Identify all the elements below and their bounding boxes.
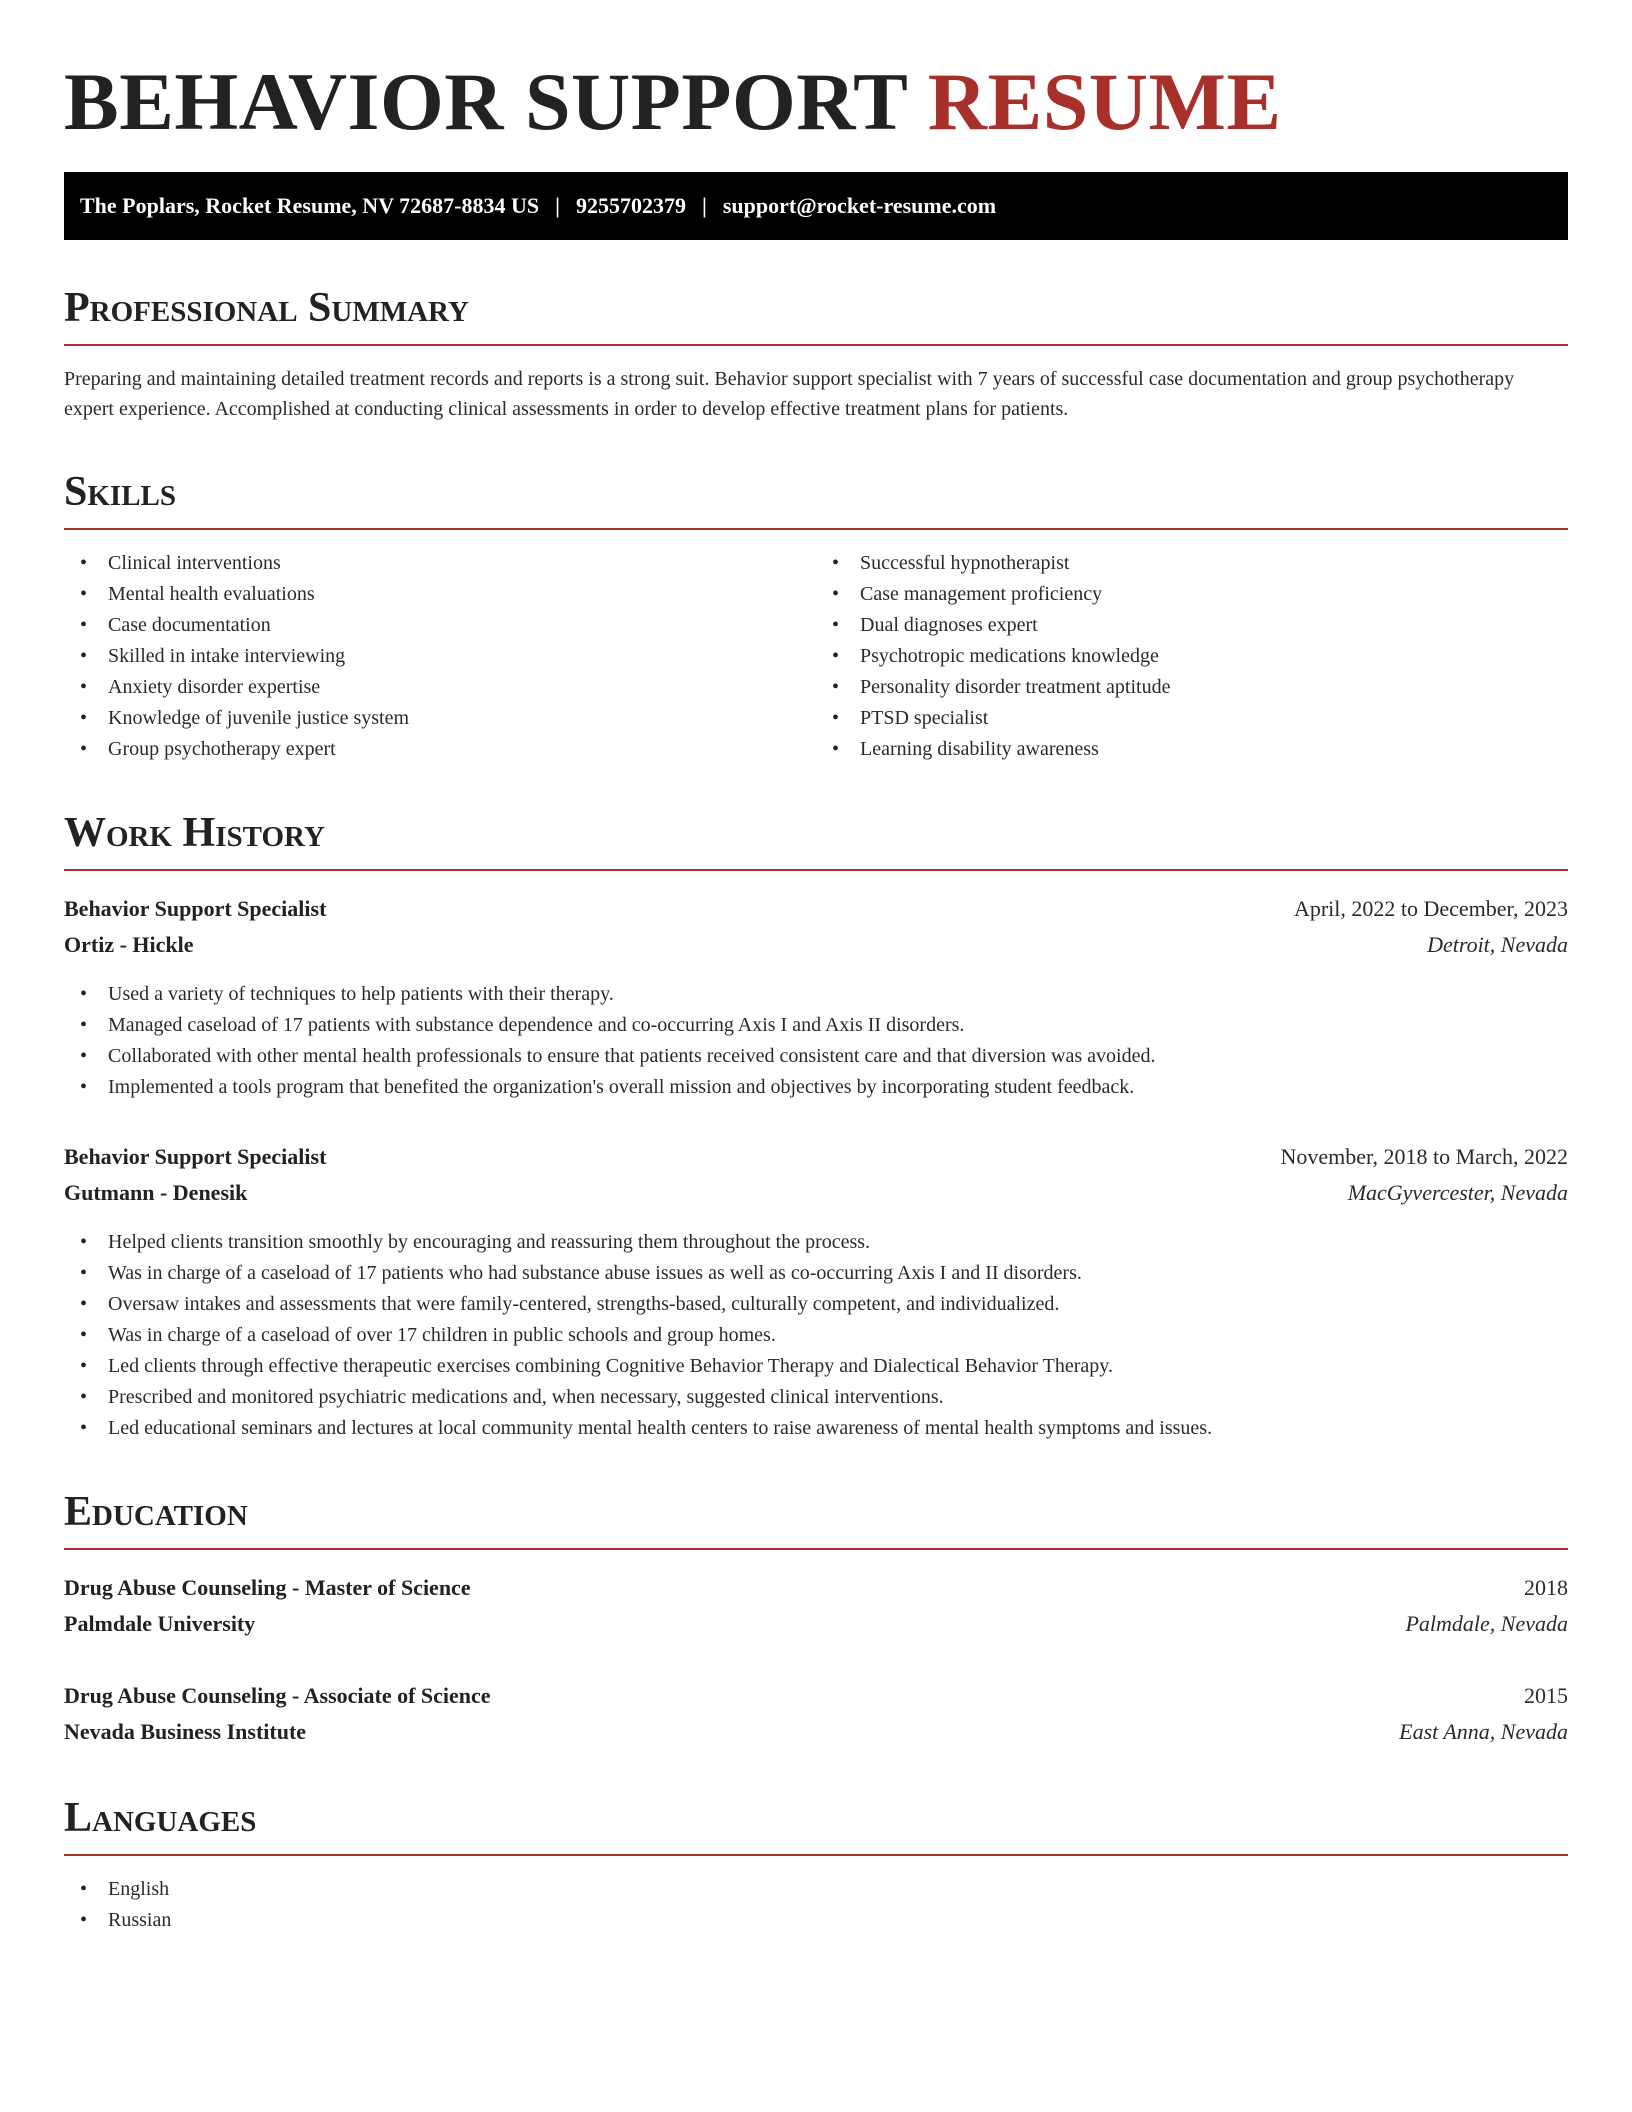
job-entry [64, 891, 1568, 1103]
skill-item: • Case management proficiency [816, 579, 1568, 610]
education-entry [64, 1570, 1568, 1642]
job-bullet: • Implemented a tools program that benefited the organization's overall mission and objectives by incorporating student feedback. [64, 1072, 1568, 1103]
skill-item: • Psychotropic medications knowledge [816, 641, 1568, 672]
job-bullet: • Collaborated with other mental health professionals to ensure that patients received consistent care and that diversion was avoided. [64, 1041, 1568, 1072]
summary-heading: Professional Summary [64, 284, 1568, 346]
job-entry [64, 1139, 1568, 1444]
job-bullets [64, 979, 1568, 1103]
skill-item: • Mental health evaluations [64, 579, 816, 610]
job-title: Behavior Support Specialist [64, 896, 327, 921]
skill-item: • Anxiety disorder expertise [64, 672, 816, 703]
contact-separator: | [555, 193, 560, 218]
job-header-row [64, 891, 1568, 927]
contact-separator: | [702, 193, 707, 218]
contact-bar [64, 172, 1568, 240]
job-header-row [64, 1139, 1568, 1175]
contact-phone: 9255702379 [576, 193, 686, 218]
skill-item: • Case documentation [64, 610, 816, 641]
skills-list-left [64, 548, 816, 765]
job-location: Detroit, Nevada [1427, 932, 1568, 957]
job-bullet: • Used a variety of techniques to help patients with their therapy. [64, 979, 1568, 1010]
job-bullet: • Oversaw intakes and assessments that were family-centered, strengths-based, culturally competent, and individualized. [64, 1289, 1568, 1320]
job-location: MacGyvercester, Nevada [1347, 1180, 1568, 1205]
job-bullet: • Was in charge of a caseload of 17 patients who had substance abuse issues as well as co-occurring Axis I and II disorders. [64, 1258, 1568, 1289]
skills-grid [64, 548, 1568, 765]
work-history-heading: Work History [64, 809, 1568, 871]
skill-item: • Knowledge of juvenile justice system [64, 703, 816, 734]
education-year: 2018 [1524, 1575, 1568, 1600]
job-bullet: • Managed caseload of 17 patients with substance dependence and co-occurring Axis I and Axis II disorders. [64, 1010, 1568, 1041]
education-degree: Drug Abuse Counseling - Master of Science [64, 1575, 471, 1600]
title-accent: RESUME [927, 56, 1282, 147]
languages-section [64, 1794, 1568, 1936]
education-entry [64, 1678, 1568, 1750]
summary-section [64, 284, 1568, 424]
job-bullet: • Helped clients transition smoothly by encouraging and reassuring them throughout the process. [64, 1227, 1568, 1258]
education-degree: Drug Abuse Counseling - Associate of Science [64, 1683, 491, 1708]
summary-text: Preparing and maintaining detailed treatment records and reports is a strong suit. Behavior support specialist with 7 years of successful case documentation and group psychotherapy expert experience. Accomplished at conducting clinical assessments in order to develop effective treatment plans for patients. [64, 368, 1515, 420]
job-bullets [64, 1227, 1568, 1444]
education-year: 2015 [1524, 1683, 1568, 1708]
title-main: BEHAVIOR SUPPORT [64, 56, 907, 147]
education-school-row [64, 1606, 1568, 1642]
skill-item: • Group psychotherapy expert [64, 734, 816, 765]
job-company: Gutmann - Denesik [64, 1180, 248, 1205]
job-bullet: • Led clients through effective therapeutic exercises combining Cognitive Behavior Therapy and Dialectical Behavior Therapy. [64, 1351, 1568, 1382]
education-degree-row [64, 1678, 1568, 1714]
work-history-section [64, 809, 1568, 1444]
job-title: Behavior Support Specialist [64, 1144, 327, 1169]
job-dates: April, 2022 to December, 2023 [1293, 896, 1568, 921]
job-company: Ortiz - Hickle [64, 932, 194, 957]
job-bullet: • Prescribed and monitored psychiatric medications and, when necessary, suggested clinical interventions. [64, 1382, 1568, 1413]
education-section [64, 1488, 1568, 1750]
job-dates: November, 2018 to March, 2022 [1280, 1144, 1568, 1169]
education-location: East Anna, Nevada [1399, 1719, 1568, 1744]
education-location: Palmdale, Nevada [1405, 1611, 1568, 1636]
job-bullet: • Led educational seminars and lectures at local community mental health centers to raise awareness of mental health symptoms and issues. [64, 1413, 1568, 1444]
language-item: • Russian [64, 1905, 1568, 1936]
skill-item: • Successful hypnotherapist [816, 548, 1568, 579]
job-bullet: • Was in charge of a caseload of over 17 children in public schools and group homes. [64, 1320, 1568, 1351]
skill-item: • Personality disorder treatment aptitude [816, 672, 1568, 703]
skills-list-right [816, 548, 1568, 765]
skill-item: • Dual diagnoses expert [816, 610, 1568, 641]
skill-item: • PTSD specialist [816, 703, 1568, 734]
education-heading: Education [64, 1488, 1568, 1550]
languages-heading: Languages [64, 1794, 1568, 1856]
resume-title [64, 52, 1568, 152]
education-school: Palmdale University [64, 1611, 256, 1636]
skill-item: • Learning disability awareness [816, 734, 1568, 765]
contact-address: The Poplars, Rocket Resume, NV 72687-8834 US [80, 193, 540, 218]
skill-item: • Skilled in intake interviewing [64, 641, 816, 672]
education-school: Nevada Business Institute [64, 1719, 307, 1744]
job-company-row [64, 1175, 1568, 1211]
skills-section [64, 468, 1568, 765]
job-company-row [64, 927, 1568, 963]
skill-item: • Clinical interventions [64, 548, 816, 579]
education-degree-row [64, 1570, 1568, 1606]
education-school-row [64, 1714, 1568, 1750]
skills-heading: Skills [64, 468, 1568, 530]
language-item: • English [64, 1874, 1568, 1905]
languages-list [64, 1874, 1568, 1936]
contact-email: support@rocket-resume.com [722, 193, 997, 218]
